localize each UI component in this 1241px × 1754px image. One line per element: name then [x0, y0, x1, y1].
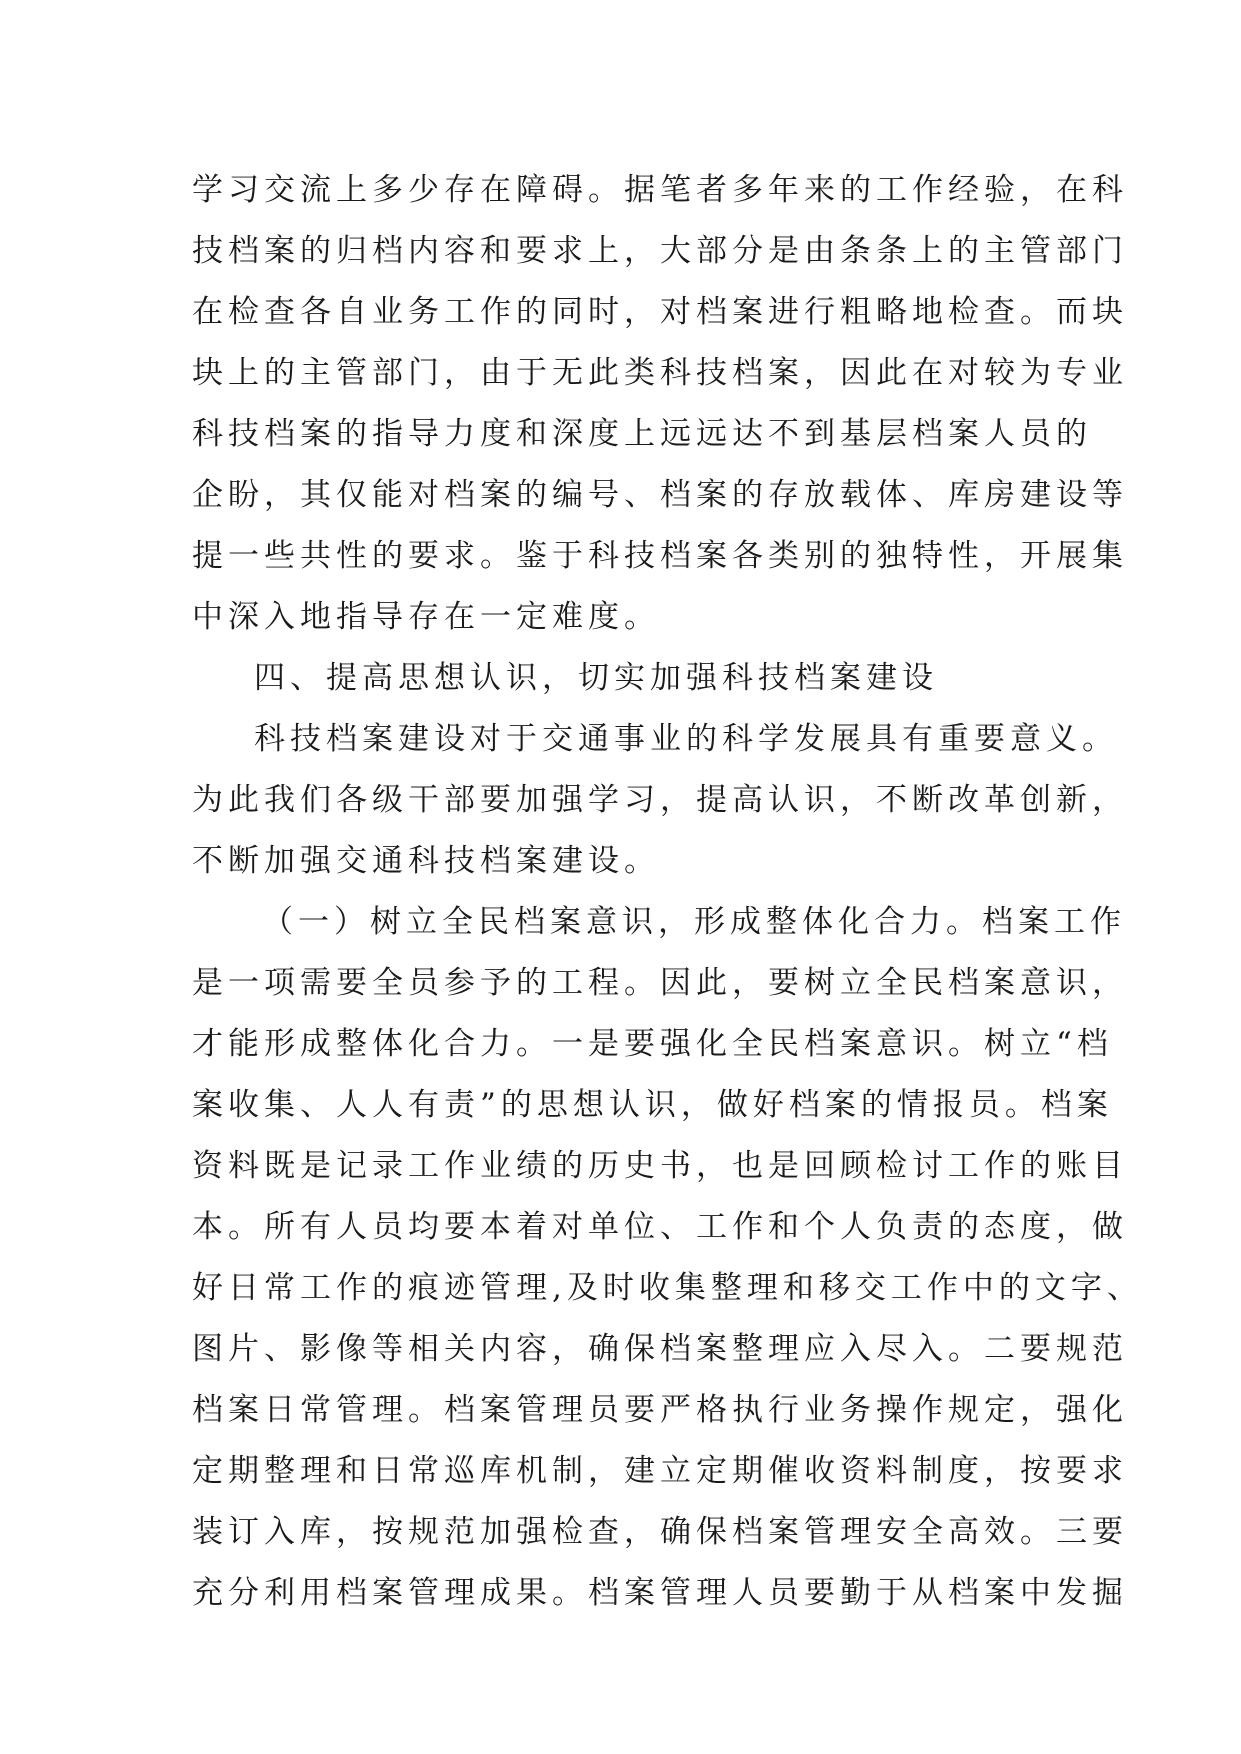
text-line: 案收集、人人有责”的思想认识，做好档案的情报员。档案 — [192, 1087, 1113, 1123]
text-line: 装订入库，按规范加强检查，确保档案管理安全高效。三要 — [192, 1514, 1128, 1550]
text-line: 档案日常管理。档案管理员要严格执行业务操作规定，强化 — [192, 1392, 1128, 1428]
text-line: 科技档案的指导力度和深度上远远达不到基层档案人员的 — [192, 416, 1092, 452]
text-line: 为此我们各级干部要加强学习，提高认识，不断改革创新， — [192, 782, 1128, 818]
text-line: 本。所有人员均要本着对单位、工作和个人负责的态度，做 — [192, 1209, 1128, 1245]
text-line: 学习交流上多少存在障碍。据笔者多年来的工作经验，在科 — [192, 172, 1128, 208]
text-line: 资料既是记录工作业绩的历史书，也是回顾检讨工作的账目 — [192, 1148, 1128, 1184]
text-line: 不断加强交通科技档案建设。 — [192, 843, 660, 879]
text-line: 中深入地指导存在一定难度。 — [192, 599, 660, 635]
text-line: 企盼，其仅能对档案的编号、档案的存放载体、库房建设等 — [192, 477, 1128, 513]
text-line: 科技档案建设对于交通事业的科学发展具有重要意义。 — [254, 721, 1118, 757]
text-line: 是一项需要全员参予的工程。因此，要树立全民档案意识， — [192, 965, 1128, 1001]
text-line: 在检查各自业务工作的同时，对档案进行粗略地检查。而块 — [192, 294, 1128, 330]
text-line: 图片、影像等相关内容，确保档案整理应入尽入。二要规范 — [192, 1331, 1128, 1367]
text-line: 好日常工作的痕迹管理,及时收集整理和移交工作中的文字、 — [192, 1270, 1143, 1306]
text-line: 定期整理和日常巡库机制，建立定期催收资料制度，按要求 — [192, 1453, 1128, 1489]
text-line: 才能形成整体化合力。一是要强化全民档案意识。树立“档 — [192, 1026, 1113, 1062]
body-text — [192, 160, 1143, 1624]
section-heading: 四、提高思想认识，切实加强科技档案建设 — [254, 660, 938, 696]
text-line: 块上的主管部门，由于无此类科技档案，因此在对较为专业 — [192, 355, 1128, 391]
text-line: 技档案的归档内容和要求上，大部分是由条条上的主管部门 — [192, 233, 1128, 269]
text-line: 充分利用档案管理成果。档案管理人员要勤于从档案中发掘 — [192, 1575, 1128, 1611]
text-line: （一）树立全民档案意识，形成整体化合力。档案工作 — [262, 904, 1126, 940]
text-line: 提一些共性的要求。鉴于科技档案各类别的独特性，开展集 — [192, 538, 1128, 574]
